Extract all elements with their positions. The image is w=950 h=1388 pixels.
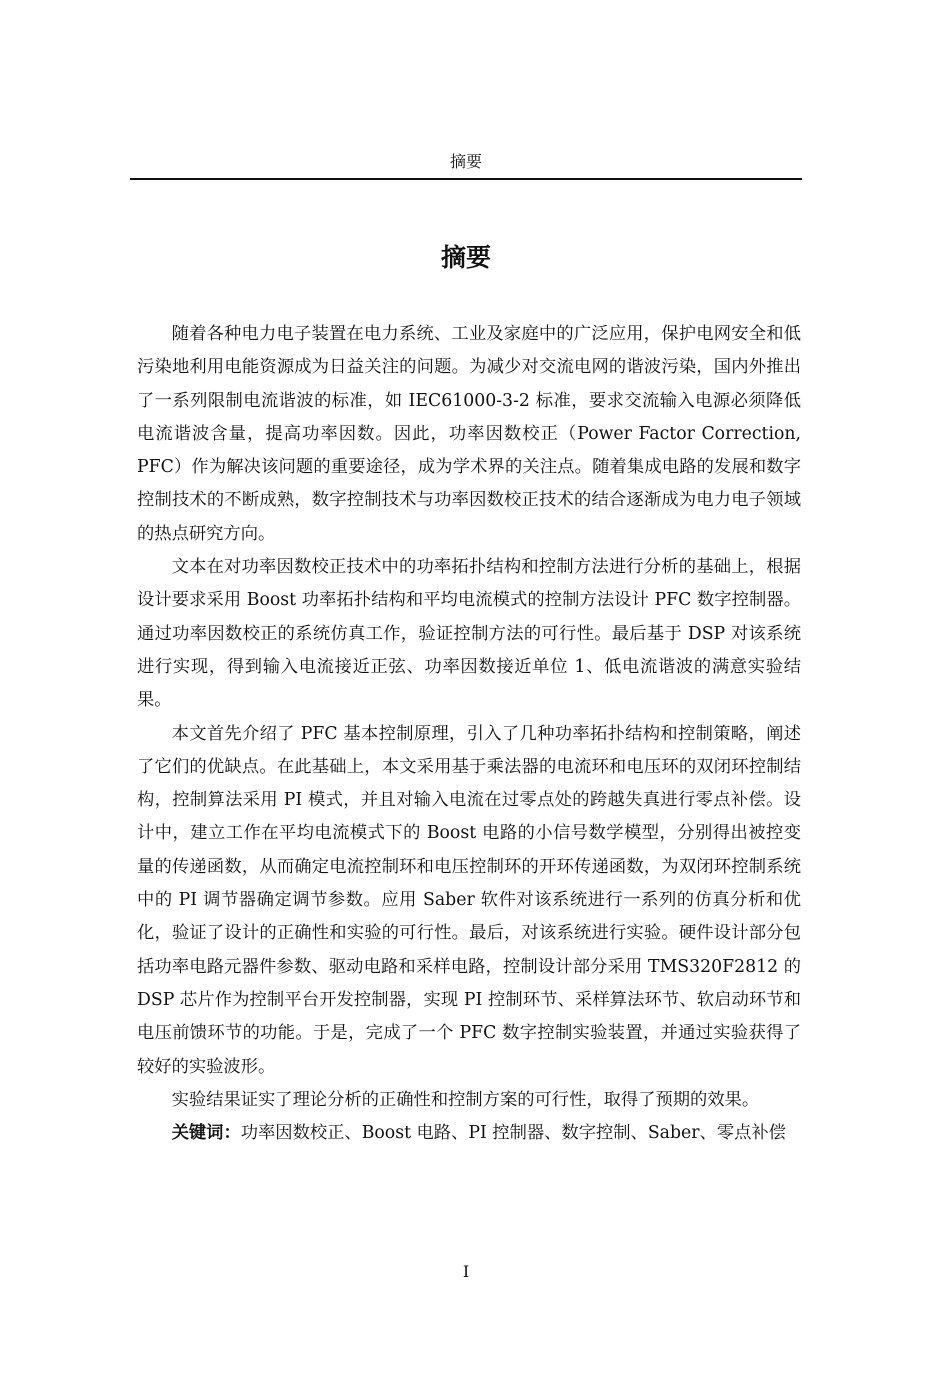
keywords-label: 关键词： xyxy=(171,1123,241,1144)
abstract-paragraph-3: 本文首先介绍了 PFC 基本控制原理，引入了几种功率拓扑结构和控制策略，阐述了它们的优缺点。在此基础上，本文采用基于乘法器的电流环和电压环的双闭环控制结构，控制算法采用 PI 模式，并且对输入电流在过零点处的跨越失真进行零点补偿。设计中，建立工作在平均电流模式下的 Boost 电路的小信号数学模型，分别得出被控变量的传递函数，从而确定电流控制环和电压控制环的开环传递函数，为双闭环控制系统中的 PI 调节器确定调节参数。应用 Saber 软件对该系统进行一系列的仿真分析和优化，验证了设计的正确性和实验的可行性。最后，对该系统进行实验。硬件设计部分包括功率电路元器件参数、驱动电路和采样电路，控制设计部分采用 TMS320F2812 的 DSP 芯片作为控制平台开发控制器，实现 PI 控制环节、采样算法环节、软启动环节和电压前馈环节的功能。于是，完成了一个 PFC 数字控制实验装置，并通过实验获得了较好的实验波形。 xyxy=(137,723,801,1077)
abstract-paragraph-1: 随着各种电力电子装置在电力系统、工业及家庭中的广泛应用，保护电网安全和低污染地利用电能资源成为日益关注的问题。为减少对交流电网的谐波污染，国内外推出了一系列限制电流谐波的标准，如 IEC61000-3-2 标准，要求交流输入电源必须降低电流谐波含量，提高功率因数。因此，功率因数校正（Power Factor Correction, PFC）作为解决该问题的重要途径，成为学术界的关注点。随着集成电路的发展和数字控制技术的不断成熟，数字控制技术与功率因数校正技术的结合逐渐成为电力电子领域的热点研究方向。 xyxy=(137,324,801,544)
running-header: 摘要 xyxy=(449,152,482,171)
page-number: I xyxy=(462,1262,470,1281)
keywords-line xyxy=(137,1117,801,1150)
abstract-body xyxy=(137,318,801,1150)
header-rule xyxy=(130,178,802,180)
abstract-paragraph-2: 文本在对功率因数校正技术中的功率拓扑结构和控制方法进行分析的基础上，根据设计要求采用 Boost 功率拓扑结构和平均电流模式的控制方法设计 PFC 数字控制器。通过功率因数校正的系统仿真工作，验证控制方法的可行性。最后基于 DSP 对该系统进行实现，得到输入电流接近正弦、功率因数接近单位 1、低电流谐波的满意实验结果。 xyxy=(137,557,801,711)
page-title: 摘要 xyxy=(440,243,491,272)
keywords-text: 功率因数校正、Boost 电路、PI 控制器、数字控制、Saber、零点补偿 xyxy=(240,1123,786,1144)
abstract-paragraph-4: 实验结果证实了理论分析的正确性和控制方案的可行性，取得了预期的效果。 xyxy=(171,1089,760,1110)
